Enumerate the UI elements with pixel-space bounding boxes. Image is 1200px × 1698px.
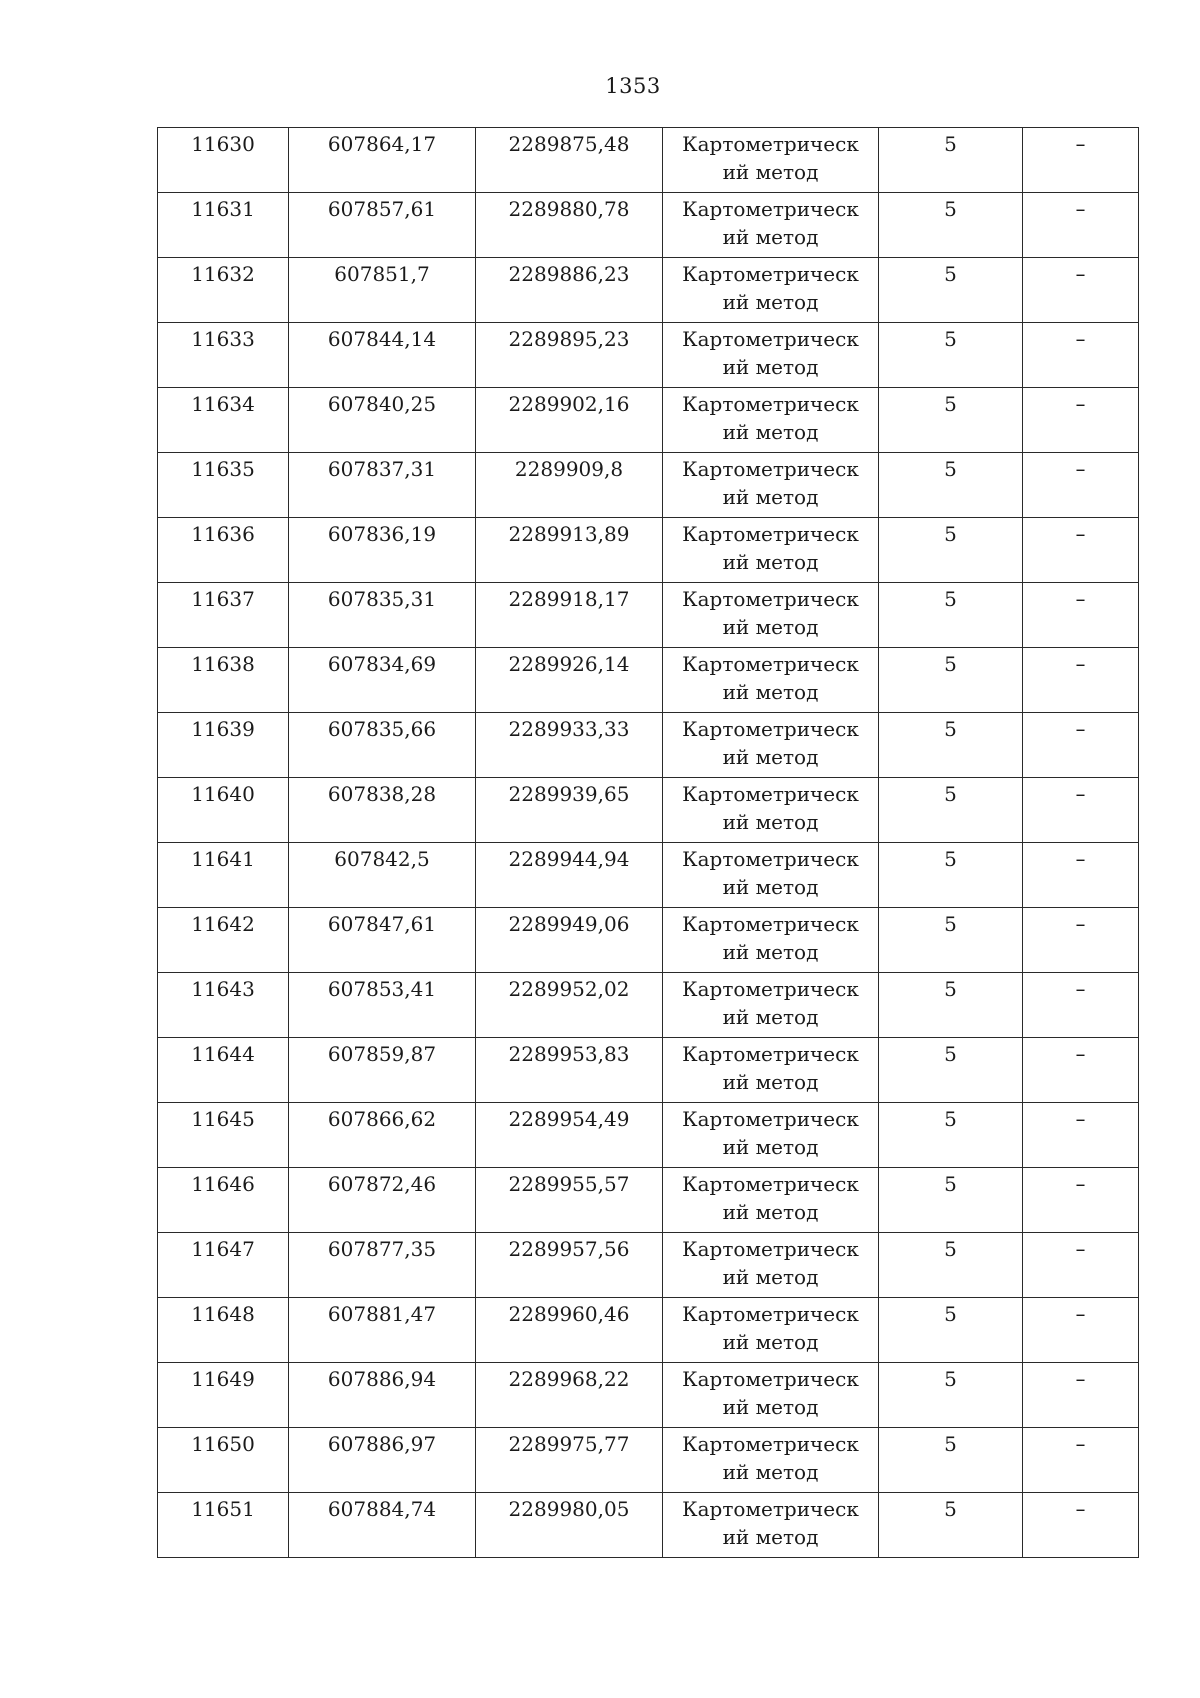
- table-row: [158, 1233, 1139, 1298]
- y-coordinate-cell: 2289944,94: [476, 843, 663, 908]
- accuracy-cell: 5: [879, 1363, 1023, 1428]
- note-cell: –: [1023, 388, 1139, 453]
- method-cell: [663, 1298, 879, 1363]
- accuracy-cell: 5: [879, 778, 1023, 843]
- method-text: Картометрический метод: [682, 1172, 859, 1224]
- note-cell: –: [1023, 1103, 1139, 1168]
- point-number-cell: 11641: [158, 843, 289, 908]
- y-coordinate-cell: 2289886,23: [476, 258, 663, 323]
- point-number-cell: 11635: [158, 453, 289, 518]
- note-cell: –: [1023, 843, 1139, 908]
- point-number-cell: 11630: [158, 128, 289, 193]
- note-cell: –: [1023, 518, 1139, 583]
- method-text: Картометрический метод: [682, 912, 859, 964]
- table-row: [158, 1298, 1139, 1363]
- x-coordinate-cell: 607872,46: [289, 1168, 476, 1233]
- y-coordinate-cell: 2289955,57: [476, 1168, 663, 1233]
- coordinates-table: [157, 127, 1139, 1558]
- note-cell: –: [1023, 583, 1139, 648]
- table-row: [158, 843, 1139, 908]
- method-text: Картометрический метод: [682, 587, 859, 639]
- y-coordinate-cell: 2289968,22: [476, 1363, 663, 1428]
- method-text: Картометрический метод: [682, 1367, 859, 1419]
- table-row: [158, 1493, 1139, 1558]
- x-coordinate-cell: 607864,17: [289, 128, 476, 193]
- accuracy-cell: 5: [879, 388, 1023, 453]
- method-text: Картометрический метод: [682, 327, 859, 379]
- method-cell: [663, 778, 879, 843]
- point-number-cell: 11634: [158, 388, 289, 453]
- method-text: Картометрический метод: [682, 262, 859, 314]
- accuracy-cell: 5: [879, 258, 1023, 323]
- method-text: Картометрический метод: [682, 1042, 859, 1094]
- point-number-cell: 11639: [158, 713, 289, 778]
- y-coordinate-cell: 2289952,02: [476, 973, 663, 1038]
- method-text: Картометрический метод: [682, 522, 859, 574]
- x-coordinate-cell: 607881,47: [289, 1298, 476, 1363]
- x-coordinate-cell: 607851,7: [289, 258, 476, 323]
- y-coordinate-cell: 2289933,33: [476, 713, 663, 778]
- x-coordinate-cell: 607837,31: [289, 453, 476, 518]
- point-number-cell: 11650: [158, 1428, 289, 1493]
- note-cell: –: [1023, 453, 1139, 518]
- method-text: Картометрический метод: [682, 1497, 859, 1549]
- method-text: Картометрический метод: [682, 132, 859, 184]
- accuracy-cell: 5: [879, 843, 1023, 908]
- accuracy-cell: 5: [879, 453, 1023, 518]
- y-coordinate-cell: 2289918,17: [476, 583, 663, 648]
- table-row: [158, 908, 1139, 973]
- accuracy-cell: 5: [879, 323, 1023, 388]
- accuracy-cell: 5: [879, 583, 1023, 648]
- note-cell: –: [1023, 1363, 1139, 1428]
- method-text: Картометрический метод: [682, 977, 859, 1029]
- note-cell: –: [1023, 908, 1139, 973]
- point-number-cell: 11645: [158, 1103, 289, 1168]
- method-cell: [663, 323, 879, 388]
- note-cell: –: [1023, 1038, 1139, 1103]
- y-coordinate-cell: 2289875,48: [476, 128, 663, 193]
- method-text: Картометрический метод: [682, 392, 859, 444]
- note-cell: –: [1023, 648, 1139, 713]
- table-row: [158, 778, 1139, 843]
- method-cell: [663, 713, 879, 778]
- y-coordinate-cell: 2289913,89: [476, 518, 663, 583]
- accuracy-cell: 5: [879, 193, 1023, 258]
- x-coordinate-cell: 607853,41: [289, 973, 476, 1038]
- x-coordinate-cell: 607842,5: [289, 843, 476, 908]
- point-number-cell: 11647: [158, 1233, 289, 1298]
- x-coordinate-cell: 607838,28: [289, 778, 476, 843]
- method-cell: [663, 908, 879, 973]
- note-cell: –: [1023, 778, 1139, 843]
- point-number-cell: 11649: [158, 1363, 289, 1428]
- table-row: [158, 323, 1139, 388]
- point-number-cell: 11640: [158, 778, 289, 843]
- method-text: Картометрический метод: [682, 1432, 859, 1484]
- table-row: [158, 583, 1139, 648]
- note-cell: –: [1023, 713, 1139, 778]
- y-coordinate-cell: 2289953,83: [476, 1038, 663, 1103]
- method-text: Картометрический метод: [682, 197, 859, 249]
- y-coordinate-cell: 2289895,23: [476, 323, 663, 388]
- y-coordinate-cell: 2289957,56: [476, 1233, 663, 1298]
- note-cell: –: [1023, 128, 1139, 193]
- point-number-cell: 11651: [158, 1493, 289, 1558]
- table-row: [158, 1103, 1139, 1168]
- x-coordinate-cell: 607857,61: [289, 193, 476, 258]
- point-number-cell: 11636: [158, 518, 289, 583]
- y-coordinate-cell: 2289960,46: [476, 1298, 663, 1363]
- x-coordinate-cell: 607886,94: [289, 1363, 476, 1428]
- point-number-cell: 11637: [158, 583, 289, 648]
- accuracy-cell: 5: [879, 648, 1023, 713]
- point-number-cell: 11646: [158, 1168, 289, 1233]
- accuracy-cell: 5: [879, 1493, 1023, 1558]
- table-row: [158, 973, 1139, 1038]
- method-text: Картометрический метод: [682, 847, 859, 899]
- x-coordinate-cell: 607835,31: [289, 583, 476, 648]
- note-cell: –: [1023, 1428, 1139, 1493]
- accuracy-cell: 5: [879, 518, 1023, 583]
- accuracy-cell: 5: [879, 713, 1023, 778]
- table-row: [158, 388, 1139, 453]
- method-text: Картометрический метод: [682, 1107, 859, 1159]
- method-text: Картометрический метод: [682, 1302, 859, 1354]
- table-row: [158, 453, 1139, 518]
- method-cell: [663, 1168, 879, 1233]
- method-cell: [663, 453, 879, 518]
- point-number-cell: 11631: [158, 193, 289, 258]
- accuracy-cell: 5: [879, 1298, 1023, 1363]
- accuracy-cell: 5: [879, 908, 1023, 973]
- point-number-cell: 11643: [158, 973, 289, 1038]
- accuracy-cell: 5: [879, 1168, 1023, 1233]
- method-cell: [663, 1103, 879, 1168]
- accuracy-cell: 5: [879, 1428, 1023, 1493]
- x-coordinate-cell: 607844,14: [289, 323, 476, 388]
- method-cell: [663, 388, 879, 453]
- accuracy-cell: 5: [879, 1233, 1023, 1298]
- table-row: [158, 518, 1139, 583]
- method-cell: [663, 518, 879, 583]
- x-coordinate-cell: 607836,19: [289, 518, 476, 583]
- x-coordinate-cell: 607840,25: [289, 388, 476, 453]
- note-cell: –: [1023, 1233, 1139, 1298]
- note-cell: –: [1023, 1168, 1139, 1233]
- page-number: 1353: [605, 74, 661, 98]
- method-cell: [663, 1428, 879, 1493]
- method-cell: [663, 1493, 879, 1558]
- point-number-cell: 11633: [158, 323, 289, 388]
- y-coordinate-cell: 2289975,77: [476, 1428, 663, 1493]
- note-cell: –: [1023, 1493, 1139, 1558]
- table-row: [158, 128, 1139, 193]
- method-text: Картометрический метод: [682, 717, 859, 769]
- y-coordinate-cell: 2289980,05: [476, 1493, 663, 1558]
- table-row: [158, 1363, 1139, 1428]
- note-cell: –: [1023, 973, 1139, 1038]
- accuracy-cell: 5: [879, 1103, 1023, 1168]
- table-row: [158, 1428, 1139, 1493]
- method-cell: [663, 258, 879, 323]
- table-row: [158, 713, 1139, 778]
- x-coordinate-cell: 607847,61: [289, 908, 476, 973]
- y-coordinate-cell: 2289880,78: [476, 193, 663, 258]
- point-number-cell: 11648: [158, 1298, 289, 1363]
- method-cell: [663, 648, 879, 713]
- method-text: Картометрический метод: [682, 457, 859, 509]
- note-cell: –: [1023, 323, 1139, 388]
- method-cell: [663, 1363, 879, 1428]
- point-number-cell: 11642: [158, 908, 289, 973]
- point-number-cell: 11644: [158, 1038, 289, 1103]
- y-coordinate-cell: 2289926,14: [476, 648, 663, 713]
- y-coordinate-cell: 2289909,8: [476, 453, 663, 518]
- method-cell: [663, 193, 879, 258]
- method-cell: [663, 1038, 879, 1103]
- note-cell: –: [1023, 193, 1139, 258]
- method-cell: [663, 843, 879, 908]
- table-row: [158, 1168, 1139, 1233]
- x-coordinate-cell: 607834,69: [289, 648, 476, 713]
- method-text: Картометрический метод: [682, 1237, 859, 1289]
- x-coordinate-cell: 607886,97: [289, 1428, 476, 1493]
- table-row: [158, 648, 1139, 713]
- table-row: [158, 193, 1139, 258]
- method-cell: [663, 128, 879, 193]
- table-row: [158, 1038, 1139, 1103]
- y-coordinate-cell: 2289949,06: [476, 908, 663, 973]
- method-cell: [663, 583, 879, 648]
- accuracy-cell: 5: [879, 128, 1023, 193]
- y-coordinate-cell: 2289954,49: [476, 1103, 663, 1168]
- point-number-cell: 11638: [158, 648, 289, 713]
- note-cell: –: [1023, 258, 1139, 323]
- x-coordinate-cell: 607877,35: [289, 1233, 476, 1298]
- x-coordinate-cell: 607835,66: [289, 713, 476, 778]
- y-coordinate-cell: 2289902,16: [476, 388, 663, 453]
- accuracy-cell: 5: [879, 1038, 1023, 1103]
- x-coordinate-cell: 607859,87: [289, 1038, 476, 1103]
- method-cell: [663, 1233, 879, 1298]
- note-cell: –: [1023, 1298, 1139, 1363]
- x-coordinate-cell: 607866,62: [289, 1103, 476, 1168]
- x-coordinate-cell: 607884,74: [289, 1493, 476, 1558]
- method-text: Картометрический метод: [682, 652, 859, 704]
- accuracy-cell: 5: [879, 973, 1023, 1038]
- table-row: [158, 258, 1139, 323]
- method-text: Картометрический метод: [682, 782, 859, 834]
- y-coordinate-cell: 2289939,65: [476, 778, 663, 843]
- point-number-cell: 11632: [158, 258, 289, 323]
- coordinates-table-body: [158, 128, 1139, 1558]
- method-cell: [663, 973, 879, 1038]
